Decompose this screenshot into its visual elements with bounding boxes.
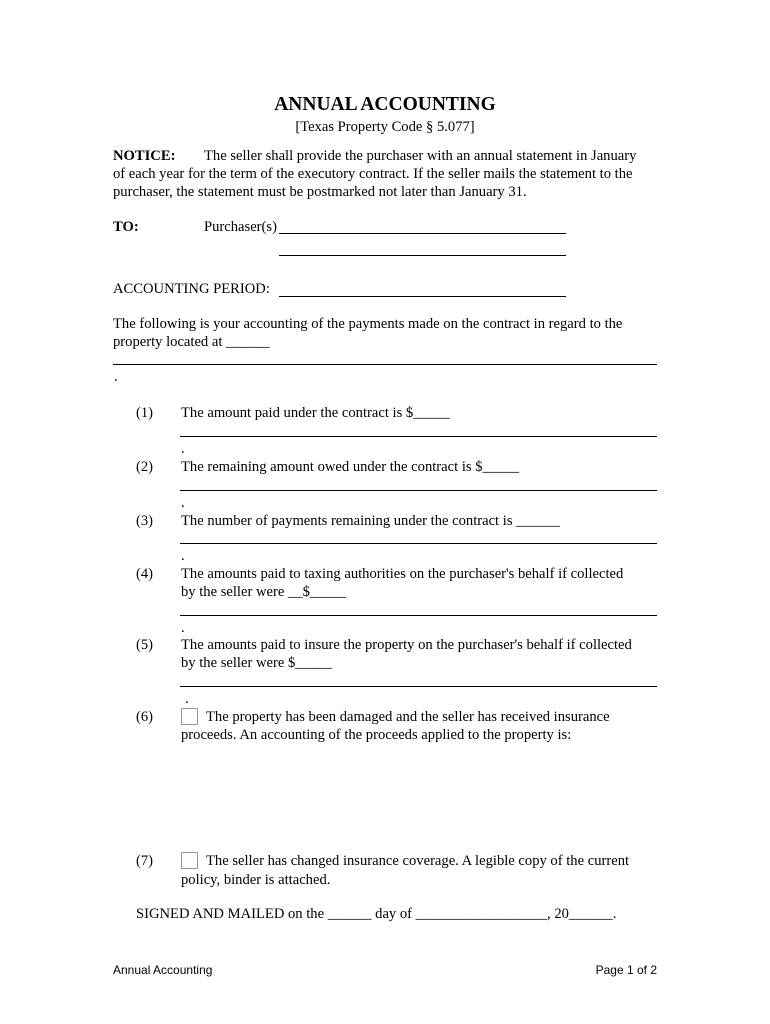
page-title: ANNUAL ACCOUNTING: [274, 94, 496, 115]
item-3-end-mark: .: [181, 548, 185, 564]
to-label: TO:: [113, 219, 139, 235]
accounting-period-label: ACCOUNTING PERIOD:: [113, 281, 270, 297]
footer-page-number: Page 1 of 2: [595, 963, 657, 977]
item-number: (2): [136, 459, 154, 475]
footer-document-name: Annual Accounting: [113, 963, 213, 977]
item-number: (6): [136, 709, 154, 725]
item-number: (1): [136, 405, 154, 421]
item-6-checkbox[interactable]: [181, 708, 198, 725]
notice-line-1: The seller shall provide the purchaser with an annual statement in January: [204, 148, 637, 164]
item-4-text-line-1: The amounts paid to taxing authorities on the purchaser's behalf if collected: [181, 566, 624, 582]
item-1-end-mark: .: [181, 441, 185, 457]
item-3-answer-line[interactable]: [180, 543, 657, 544]
item-6-text-line-2: proceeds. An accounting of the proceeds applied to the property is:: [181, 727, 572, 743]
purchaser-line-1[interactable]: [279, 233, 566, 234]
item-5-text-line-2: by the seller were $_____: [181, 655, 332, 671]
item-7-checkbox[interactable]: [181, 852, 198, 869]
item-5-end-mark: .: [185, 691, 189, 707]
intro-line-2: property located at ______: [113, 334, 270, 350]
item-6-text-line-1: The property has been damaged and the seller has received insurance: [206, 709, 610, 725]
item-4-text-line-2: by the seller were __$_____: [181, 584, 347, 600]
statute-reference: [Texas Property Code § 5.077]: [295, 119, 475, 135]
item-number: (3): [136, 513, 154, 529]
item-2-answer-line[interactable]: [180, 490, 657, 491]
item-7-text-line-2: policy, binder is attached.: [181, 872, 331, 888]
item-5-answer-line[interactable]: [180, 686, 657, 687]
item-2-end-mark: .: [181, 495, 185, 511]
item-1-text: The amount paid under the contract is $_____: [181, 405, 450, 421]
notice-line-3: purchaser, the statement must be postmarked not later than January 31.: [113, 184, 527, 200]
item-5-text-line-1: The amounts paid to insure the property on the purchaser's behalf if collected: [181, 637, 632, 653]
item-4-answer-line[interactable]: [180, 615, 657, 616]
intro-end-mark: .: [114, 369, 118, 385]
item-number: (7): [136, 853, 154, 869]
purchaser-line-2[interactable]: [279, 255, 566, 256]
purchaser-label: Purchaser(s): [204, 219, 277, 235]
notice-label: NOTICE:: [113, 148, 176, 164]
item-number: (4): [136, 566, 154, 582]
item-2-text: The remaining amount owed under the contract is $_____: [181, 459, 519, 475]
item-3-text: The number of payments remaining under the contract is ______: [181, 513, 560, 529]
item-7-text-line-1: The seller has changed insurance coverage. A legible copy of the current: [206, 853, 630, 869]
property-address-line[interactable]: [113, 364, 657, 365]
item-4-end-mark: .: [181, 620, 185, 636]
accounting-period-line[interactable]: [279, 296, 566, 297]
item-number: (5): [136, 637, 154, 653]
signed-and-mailed-line: SIGNED AND MAILED on the ______ day of __________________, 20______.: [136, 906, 617, 922]
intro-line-1: The following is your accounting of the payments made on the contract in regard to the: [113, 316, 623, 332]
item-1-answer-line[interactable]: [180, 436, 657, 437]
notice-line-2: of each year for the term of the executory contract. If the seller mails the statement to the: [113, 166, 633, 182]
